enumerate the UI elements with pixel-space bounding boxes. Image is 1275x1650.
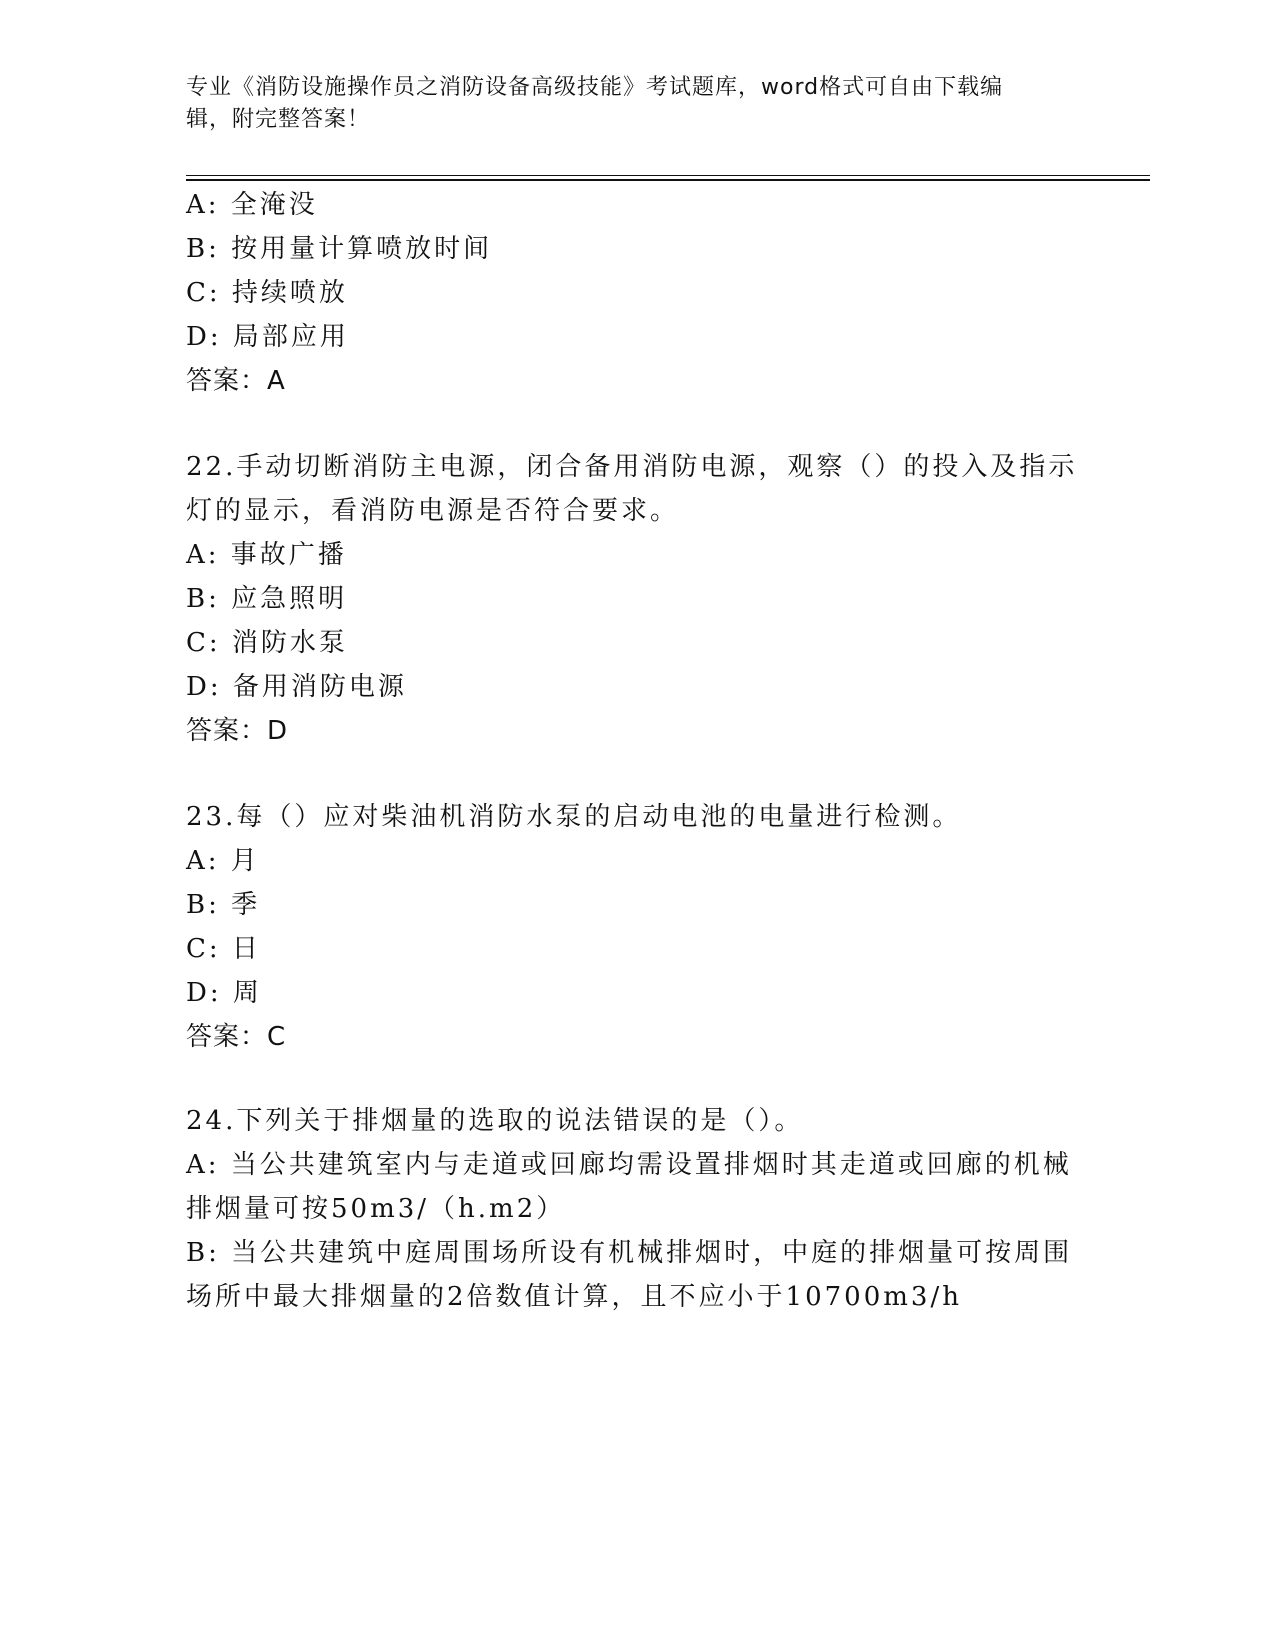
q23-option-a: A: 月 bbox=[186, 846, 260, 876]
q21-answer: 答案：A bbox=[186, 366, 286, 396]
header-divider-bottom bbox=[186, 179, 1150, 181]
header-line-2: 辑，附完整答案！ bbox=[186, 107, 371, 132]
q24-option-a-line-2: 排烟量可按50m3/（h.m2） bbox=[186, 1194, 566, 1224]
q23-option-c: C: 日 bbox=[186, 934, 261, 964]
q21-option-d: D: 局部应用 bbox=[186, 322, 349, 352]
q22-question-line-1: 22.手动切断消防主电源，闭合备用消防电源，观察（）的投入及指示 bbox=[186, 452, 1078, 482]
q23-option-b: B: 季 bbox=[186, 890, 261, 920]
q24-option-b-line-2: 场所中最大排烟量的2倍数值计算，且不应小于10700m3/h bbox=[186, 1282, 962, 1312]
q22-answer: 答案：D bbox=[186, 716, 289, 746]
q24-question: 24.下列关于排烟量的选取的说法错误的是（）。 bbox=[186, 1106, 804, 1136]
q21-option-c: C: 持续喷放 bbox=[186, 278, 348, 308]
header-divider-top bbox=[186, 175, 1150, 176]
q22-option-b: B: 应急照明 bbox=[186, 584, 348, 614]
q22-question-line-2: 灯的显示，看消防电源是否符合要求。 bbox=[186, 496, 680, 526]
q22-option-a: A: 事故广播 bbox=[186, 540, 347, 570]
q22-option-c: C: 消防水泵 bbox=[186, 628, 348, 658]
document-header bbox=[186, 72, 1086, 136]
q23-option-d: D: 周 bbox=[186, 978, 262, 1008]
q24-option-a-line-1: A: 当公共建筑室内与走道或回廊均需设置排烟时其走道或回廊的机械 bbox=[186, 1150, 1072, 1180]
q23-question: 23.每（）应对柴油机消防水泵的启动电池的电量进行检测。 bbox=[186, 802, 962, 832]
q22-option-d: D: 备用消防电源 bbox=[186, 672, 407, 702]
q21-option-b: B: 按用量计算喷放时间 bbox=[186, 234, 493, 264]
q21-option-a: A: 全淹没 bbox=[186, 190, 318, 220]
header-line-1: 专业《消防设施操作员之消防设备高级技能》考试题库，word格式可自由下载编 bbox=[186, 75, 1004, 100]
q23-answer: 答案：C bbox=[186, 1022, 287, 1052]
q24-option-b-line-1: B: 当公共建筑中庭周围场所设有机械排烟时，中庭的排烟量可按周围 bbox=[186, 1238, 1073, 1268]
